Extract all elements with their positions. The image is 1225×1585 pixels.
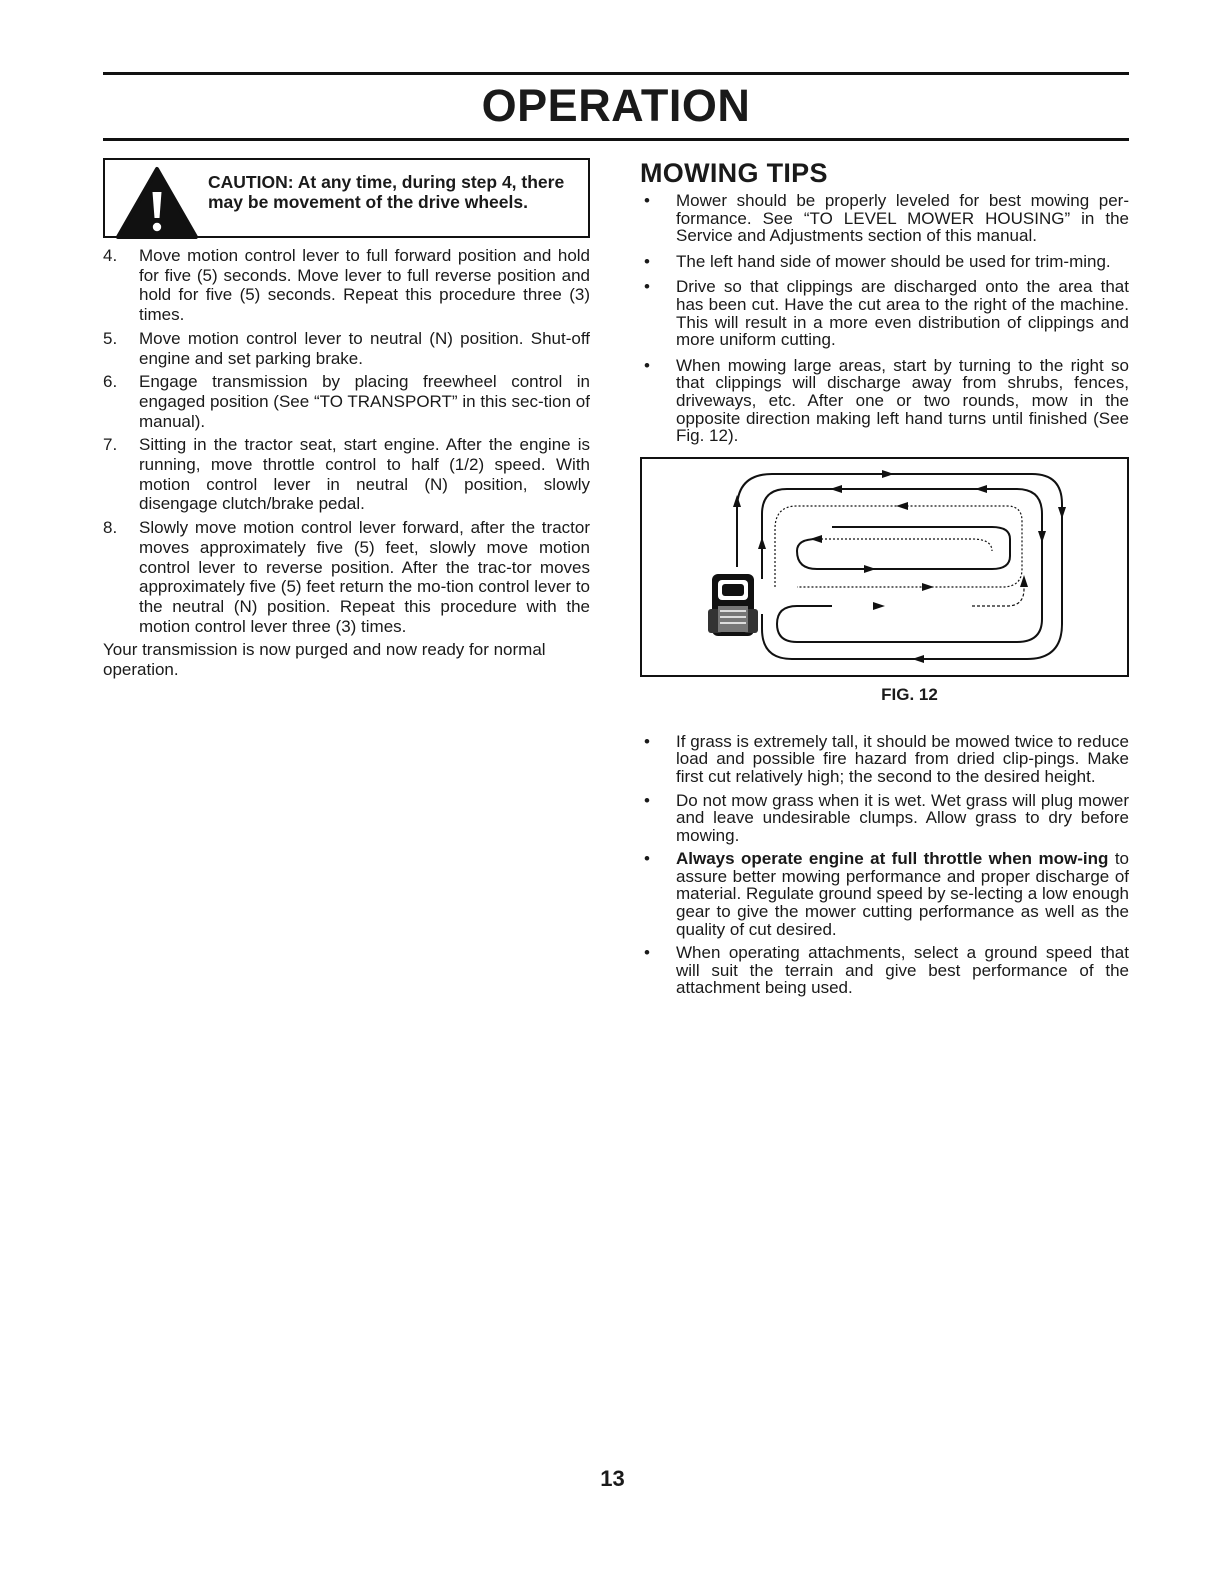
mowing-pattern-figure: [640, 457, 1129, 677]
tractor-icon: [708, 574, 758, 636]
tip-item: [640, 253, 1129, 271]
caution-text: CAUTION: At any time, during step 4, there may be movement of the drive wheels.: [208, 172, 565, 212]
caution-box: [103, 158, 590, 238]
header-rule-top: [103, 72, 1129, 75]
direction-arrows: [733, 470, 1066, 663]
step-text: Sitting in the tractor seat, start engine. After the engine is running, move throttle control to half (1/2) speed. With motion control lever in neutral (N) position, slowly disengage clutch/brake pedal.: [139, 435, 590, 514]
tip-text: When operating attachments, select a ground speed that will suit the terrain and give best performance of the attachment being used.: [676, 943, 1129, 998]
step-text: Slowly move motion control lever forward, after the tractor moves approximately five (5) feet, slowly move motion control lever to reverse position. After the trac-tor moves approximately five (5) feet return the mo-tion control lever to the neutral (N) position. Repeat this procedure with the motion control lever three (3) times.: [139, 518, 590, 636]
step-text: Move motion control lever to full forward position and hold for five (5) seconds. Move lever to full reverse position and hold for five (5) seconds. Repeat this procedure three (3) times.: [139, 246, 590, 325]
tips-list-top: [640, 192, 1129, 445]
bullet: •: [644, 790, 650, 810]
bullet: •: [644, 251, 650, 271]
step-item: [103, 329, 590, 368]
step-number: 5.: [103, 328, 118, 348]
closing-paragraph: Your transmission is now purged and now ready for normal operation.: [103, 640, 546, 680]
tip-item: [640, 944, 1129, 997]
mowing-path: [737, 474, 1062, 659]
tip-text: The left hand side of mower should be used for trim-ming.: [676, 251, 1111, 271]
right-column: [640, 158, 1129, 1003]
bullet: •: [644, 943, 650, 963]
bullet: •: [644, 191, 650, 210]
tip-text: to assure better mowing performance and proper discharge of material. Regulate ground speed by se-lecting a low enough gear to give the mower cutting performance as well as the quality of cut desired.: [676, 849, 1129, 939]
procedure-steps: [103, 246, 590, 636]
step-number: 6.: [103, 372, 118, 392]
tip-bold-text: Always operate engine at full throttle when mow-ing: [676, 849, 1109, 869]
tips-list-bottom: [640, 733, 1129, 997]
bullet: •: [644, 849, 650, 869]
step-number: 4.: [103, 246, 118, 265]
header-rule-bottom: [103, 138, 1129, 141]
tip-text: Drive so that clippings are discharged onto the area that has been cut. Have the cut area to the right of the machine. This will result in a more even distribution of clippings and more uniform cutting.: [676, 277, 1129, 350]
bullet: •: [644, 355, 650, 375]
tip-text: Mower should be properly leveled for best mowing per-formance. See “TO LEVEL MOWER HOUSING” in the Service and Adjustments section of this manual.: [676, 191, 1129, 246]
bullet: •: [644, 731, 650, 751]
tip-item: [640, 278, 1129, 348]
left-column: [103, 158, 590, 680]
step-text: Engage transmission by placing freewheel control in engaged position (See “TO TRANSPORT” in this sec-tion of manual).: [139, 372, 590, 431]
tip-item: [640, 357, 1129, 445]
page-title: OPERATION: [481, 80, 751, 131]
tip-text: Do not mow grass when it is wet. Wet grass will plug mower and leave undesirable clumps. Allow grass to dry before mowing.: [676, 790, 1129, 845]
step-item: [103, 518, 590, 636]
warning-triangle-icon: [115, 166, 199, 240]
tip-item: [640, 733, 1129, 786]
tip-item: [640, 792, 1129, 845]
tip-text: If grass is extremely tall, it should be mowed twice to reduce load and possible fire hazard from dried clip-pings. Make first cut relatively high; the second to the desired height.: [676, 731, 1129, 786]
tip-item: [640, 850, 1129, 938]
step-text: Move motion control lever to neutral (N) position. Shut-off engine and set parking brake.: [139, 328, 590, 368]
step-number: 7.: [103, 435, 118, 455]
step-number: 8.: [103, 518, 118, 538]
step-item: [103, 372, 590, 431]
bullet: •: [644, 277, 650, 297]
step-item: [103, 246, 590, 325]
mowing-pattern-diagram: [642, 459, 1126, 674]
figure-caption: FIG. 12: [881, 684, 938, 704]
section-heading: MOWING TIPS: [640, 158, 828, 188]
tip-item: [640, 192, 1129, 245]
page-number: 13: [600, 1466, 625, 1491]
tip-text: When mowing large areas, start by turning to the right so that clippings will discharge away from shrubs, fences, driveways, etc. After one or two rounds, mow in the opposite direction making left hand turns until finished (See Fig. 12).: [676, 355, 1129, 446]
step-item: [103, 435, 590, 514]
